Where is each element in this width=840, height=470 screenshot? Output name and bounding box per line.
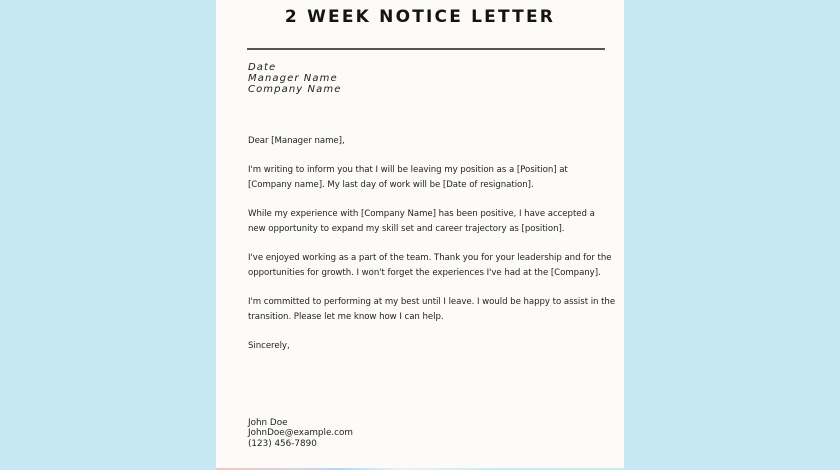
- recipient-header: [248, 63, 341, 95]
- paragraph-new-opportunity: [248, 207, 618, 236]
- letter-page: [216, 0, 624, 468]
- paragraph-line: [Company name]. My last day of work will be [Date of resignation].: [248, 179, 534, 190]
- letter-title: 2 WEEK NOTICE LETTER: [284, 7, 556, 27]
- paragraph-resignation: [248, 163, 618, 192]
- closing-text: Sincerely,: [248, 341, 290, 351]
- signature-phone: (123) 456-7890: [248, 438, 317, 449]
- paragraph-line: transition. Please let me know how I can help.: [248, 311, 444, 322]
- salutation-text: Dear [Manager name],: [248, 136, 345, 146]
- signature-name: John Doe: [248, 418, 288, 428]
- title-divider: [247, 48, 605, 50]
- paragraph-gratitude: [248, 251, 618, 280]
- signature-block: [248, 418, 353, 449]
- paragraph-transition: [248, 295, 618, 324]
- paragraph-line: I'm committed to performing at my best until I leave. I would be happy to assist in the: [248, 297, 616, 307]
- header-company-name: Company Name: [248, 83, 342, 95]
- header-manager-name: Manager Name: [248, 72, 338, 84]
- closing: [248, 339, 618, 354]
- salutation: [248, 134, 618, 149]
- header-date: Date: [248, 62, 277, 73]
- paragraph-line: opportunities for growth. I won't forget the experiences I've had at the [Company].: [248, 267, 601, 278]
- paragraph-line: new opportunity to expand my skill set and career trajectory as [position].: [248, 223, 565, 234]
- paragraph-line: I'm writing to inform you that I will be leaving my position as a [Position] at: [248, 165, 568, 175]
- paragraph-line: While my experience with [Company Name] has been positive, I have accepted a: [248, 209, 595, 219]
- paragraph-line: I've enjoyed working as a part of the team. Thank you for your leadership and for the: [248, 253, 612, 263]
- signature-email: JohnDoe@example.com: [248, 428, 353, 439]
